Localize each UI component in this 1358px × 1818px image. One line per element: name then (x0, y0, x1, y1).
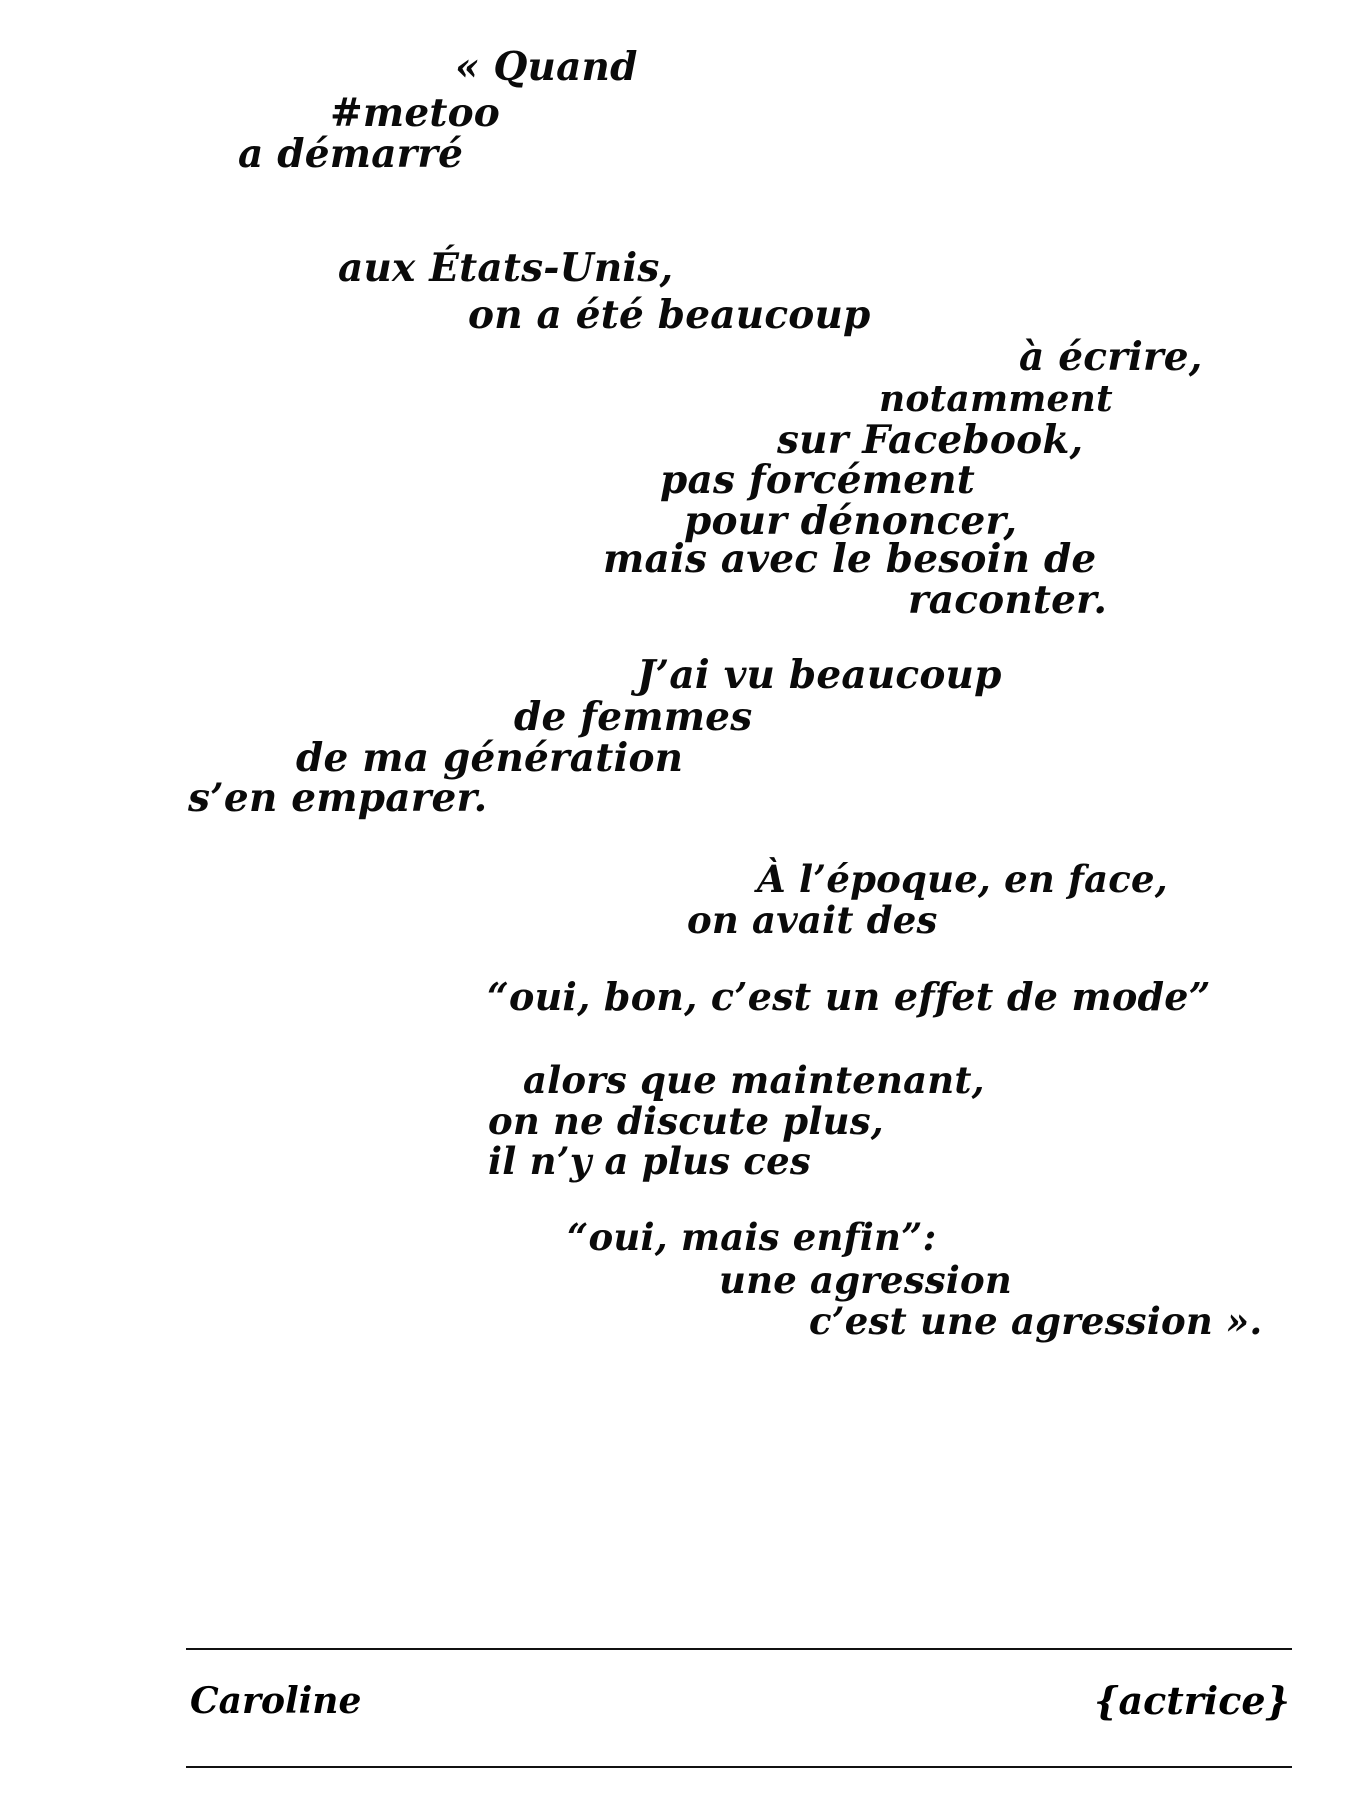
poem-line: raconter. (908, 577, 1108, 623)
poem-line: on a été beaucoup (468, 292, 871, 338)
poem-line: à écrire, (1019, 334, 1203, 380)
poem-line: aux États-Unis, (338, 245, 674, 291)
poem-line: on ne discute plus, (488, 1099, 884, 1143)
poem-line: de ma génération (296, 735, 684, 781)
poem-line: a démarré (238, 131, 464, 177)
footer-rule-bottom (186, 1766, 1292, 1768)
poem-line: de femmes (514, 694, 753, 740)
poem-line: mais avec le besoin de (603, 536, 1097, 582)
poem-line: pas forcément (660, 457, 976, 503)
poem-line: notamment (879, 378, 1113, 420)
poem-line: c’est une agression ». (809, 1299, 1263, 1343)
speaker-role: {actrice} (1094, 1678, 1290, 1723)
poem-line: “oui, bon, c’est un effet de mode” (487, 974, 1211, 1019)
poem-line: #metoo (330, 90, 500, 136)
poem-line: À l’époque, en face, (757, 857, 1168, 901)
poem-line: il n’y a plus ces (488, 1139, 811, 1183)
footer (186, 1648, 1292, 1768)
poem-line: “oui, mais enfin”: (567, 1215, 937, 1259)
speaker-name: Caroline (190, 1680, 362, 1722)
footer-rule-top (186, 1648, 1292, 1650)
poem-line: J’ai vu beaucoup (637, 652, 1002, 698)
poem-line: alors que maintenant, (523, 1058, 985, 1102)
poem-line: une agression (719, 1258, 1012, 1302)
poem-line: s’en emparer. (188, 775, 488, 821)
poem-line: « Quand (455, 44, 638, 90)
poem-line: sur Facebook, (777, 417, 1084, 463)
poem-line: pour dénoncer, (684, 498, 1018, 544)
poem-line: on avait des (687, 898, 938, 942)
